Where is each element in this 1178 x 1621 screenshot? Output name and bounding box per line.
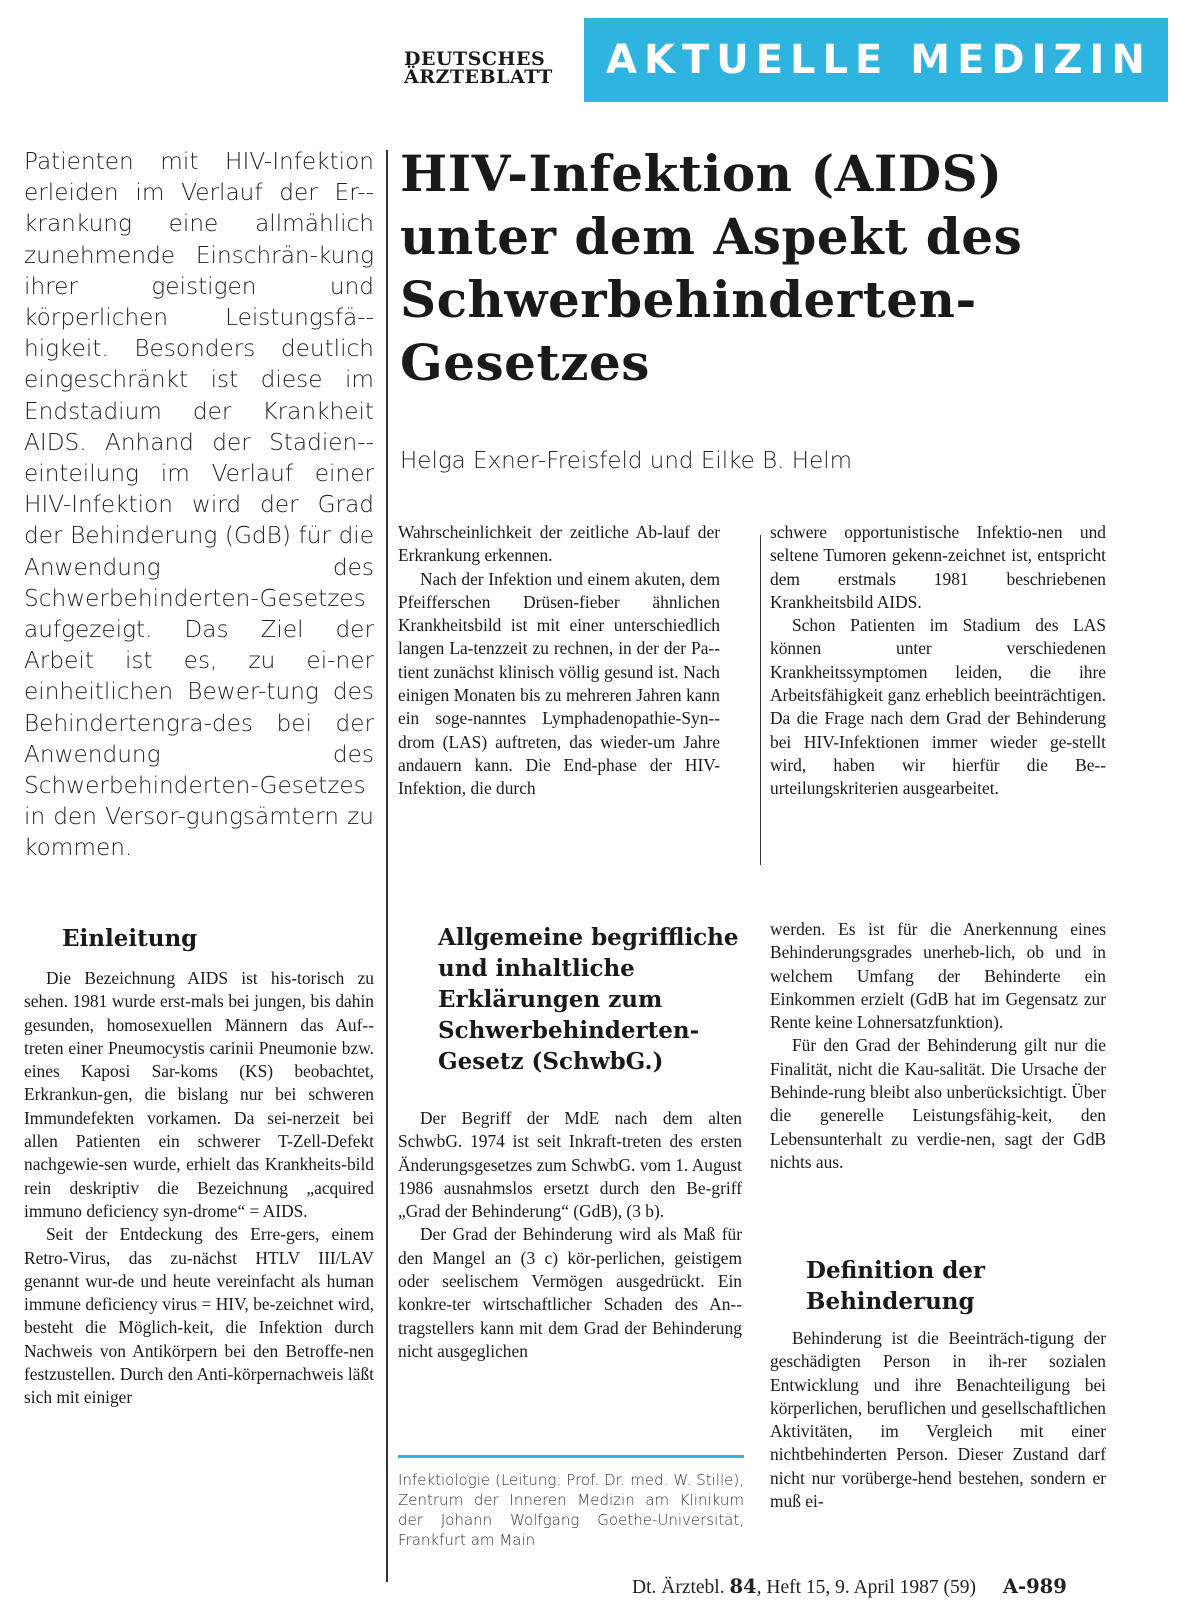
paragraph: Schon Patienten im Stadium des LAS können unter verschiedenen Krankheitssymptomen leiden, die ihre Arbeitsfähigkeit ganz erheblich beeinträchtigen. Da die Frage nach dem Grad der Behinderung bei HIV-Infektionen immer wieder ge-stellt wird, haben wir hierfür die Be-urteilungskriterien ausgearbeitet.: [770, 615, 1106, 799]
footer-issue: , Heft 15, 9. April 1987 (59): [756, 1577, 976, 1598]
upper-right-column: [770, 521, 1106, 801]
paragraph: Der Begriff der MdE nach dem alten SchwbG. 1974 ist seit Inkraft-treten des ersten Änderungsgesetzes zum SchwbG. vom 1. August 1986 ausnahmslos ersetzt durch den Be-griff „Grad der Behinderung“ (GdB), (3 b).: [398, 1108, 742, 1222]
footer-journal: Dt. Ärztebl.: [632, 1577, 725, 1598]
author-affiliation: Infektiologie (Leitung: Prof. Dr. med. W. Stille), Zentrum der Inneren Medizin am Klinikum der Johann Wolfgang Goethe-Universität, Frankfurt am Main: [398, 1471, 744, 1549]
authors: Helga Exner-Freisfeld und Eilke B. Helm: [400, 448, 853, 474]
definition-column: [770, 1327, 1106, 1513]
journal-masthead: [404, 50, 574, 86]
upper-middle-column: [398, 521, 720, 801]
paragraph: schwere opportunistische Infektio-nen und seltene Tumoren gekenn-zeichnet ist, entspricht dem erstmals 1981 beschriebenen Krankheitsbild AIDS.: [770, 522, 1106, 612]
paragraph: Die Bezeichnung AIDS ist his-torisch zu sehen. 1981 wurde erst-mals bei jungen, bis dahin gesunden, homosexuellen Männern das Auf-treten einer Pneumocystis carinii Pneumonie bzw. eines Kaposi Sar-koms (KS) beobachtet, Erkrankun-gen, die bislang nur bei schweren Immundefekten vorkamen. Da sei-nerzeit bei allen Patienten ein schwerer T-Zell-Defekt nachgewie-sen wurde, erhielt das Krankheits-bild rein deskriptiv die Bezeichnung „acquired immuno deficiency syn-drome“ = AIDS.: [24, 968, 374, 1221]
footer-volume: 84: [729, 1575, 757, 1598]
journal-name-line2: ÄRZTEBLATT: [404, 66, 553, 88]
lower-right-column: [770, 918, 1106, 1174]
abstract: Patienten mit HIV-Infektion erleiden im Verlauf der Er-krankung eine allmählich zunehmende Einschrän-kung ihrer geistigen und körperlichen Leistungsfä-higkeit. Besonders deutlich eingeschränkt ist diese im Endstadium der Krankheit AIDS. Anhand der Stadien-einteilung im Verlauf einer HIV-Infektion wird der Grad der Behinderung (GdB) für die Anwendung des Schwerbehinderten-Gesetzes aufgezeigt. Das Ziel der Arbeit ist es, zu ei-ner einheitlichen Bewer-tung des Behindertengra-des bei der Anwendung des Schwerbehinderten-Gesetzes in den Versor-gungsämtern zu kommen.: [24, 148, 374, 862]
section-heading-einleitung: Einleitung: [62, 925, 198, 952]
journal-name-line1: DEUTSCHES: [404, 48, 546, 70]
paragraph: Behinderung ist die Beeinträch-tigung der geschädigten Person in ih-rer sozialen Entwicklung und ihre Benachteiligung bei körperlichen, beruflichen und gesellschaftlichen Aktivitäten, im Vergleich mit einer nichtbehinderten Person. Dieser Zustand darf nicht nur vorüberge-hend bestehen, sondern er muß ei-: [770, 1328, 1106, 1512]
page-number: A-989: [1002, 1575, 1067, 1598]
column-divider-upper: [760, 535, 761, 865]
paragraph: werden. Es ist für die Anerkennung eines Behinderungsgrades unerheb-lich, ob und in welchem Umfang der Behinderte ein Einkommen erzielt (GdB hat im Gegensatz zur Rente keine Lohnersatzfunktion).: [770, 919, 1106, 1033]
paragraph: Nach der Infektion und einem akuten, dem Pfeifferschen Drüsen-fieber ähnlichen Krankheitsbild ist mit einer unterschiedlich langen La-tenzzeit zu rechnen, in der der Pa-tient zunächst klinisch völlig gesund ist. Nach einigen Monaten bis zu mehreren Jahren kann ein soge-nanntes Lymphadenopathie-Syn-drom (LAS) auftreten, das wieder-um Jahre andauern kann. Die End-phase der HIV-Infektion, die durch: [398, 568, 720, 799]
allgemeine-column: [398, 1107, 742, 1363]
paragraph: Wahrscheinlichkeit der zeitliche Ab-lauf der Erkrankung erkennen.: [398, 522, 720, 566]
intro-column: [24, 967, 374, 1410]
paragraph: Der Grad der Behinderung wird als Maß für den Mangel an (3 c) kör-perlichen, geistigem oder seelischem Vermögen ausgedrückt. Ein konkre-ter wirtschaftlicher Schaden des An-tragstellers kann mit dem Grad der Behinderung nicht ausgeglichen: [398, 1224, 742, 1361]
paragraph: Für den Grad der Behinderung gilt nur die Finalität, nicht die Kau-salität. Die Ursache der Behinde-rung bleibt also unberücksichtigt. Über die generelle Leistungsfähig-keit, den Lebensunterhalt zu verdie-nen, sagt der GdB nichts aus.: [770, 1035, 1106, 1172]
paragraph: Seit der Entdeckung des Erre-gers, einem Retro-Virus, das zu-nächst HTLV III/LAV genannt wur-de und heute vereinfacht als human immune deficiency virus = HIV, be-zeichnet wird, besteht die Möglich-keit, die Infektion durch Nachweis von Antikörpern bei den Betroffe-nen festzustellen. Durch den Anti-körpernachweis läßt sich mit einiger: [24, 1224, 374, 1408]
page-footer: [632, 1575, 1067, 1599]
section-heading-definition: Definition der Behinderung: [806, 1257, 986, 1315]
section-banner: AKTUELLE MEDIZIN: [584, 18, 1168, 102]
footnote-rule: [398, 1455, 744, 1458]
section-heading-allgemeine: Allgemeine begriffliche und inhaltliche Erklärungen zum Schwerbehinderten-Gesetz (SchwbG.): [438, 924, 739, 1075]
article-title: HIV-Infektion (AIDS) unter dem Aspekt des Schwerbehinderten-Gesetzes: [400, 144, 1023, 392]
column-divider: [386, 150, 388, 1582]
